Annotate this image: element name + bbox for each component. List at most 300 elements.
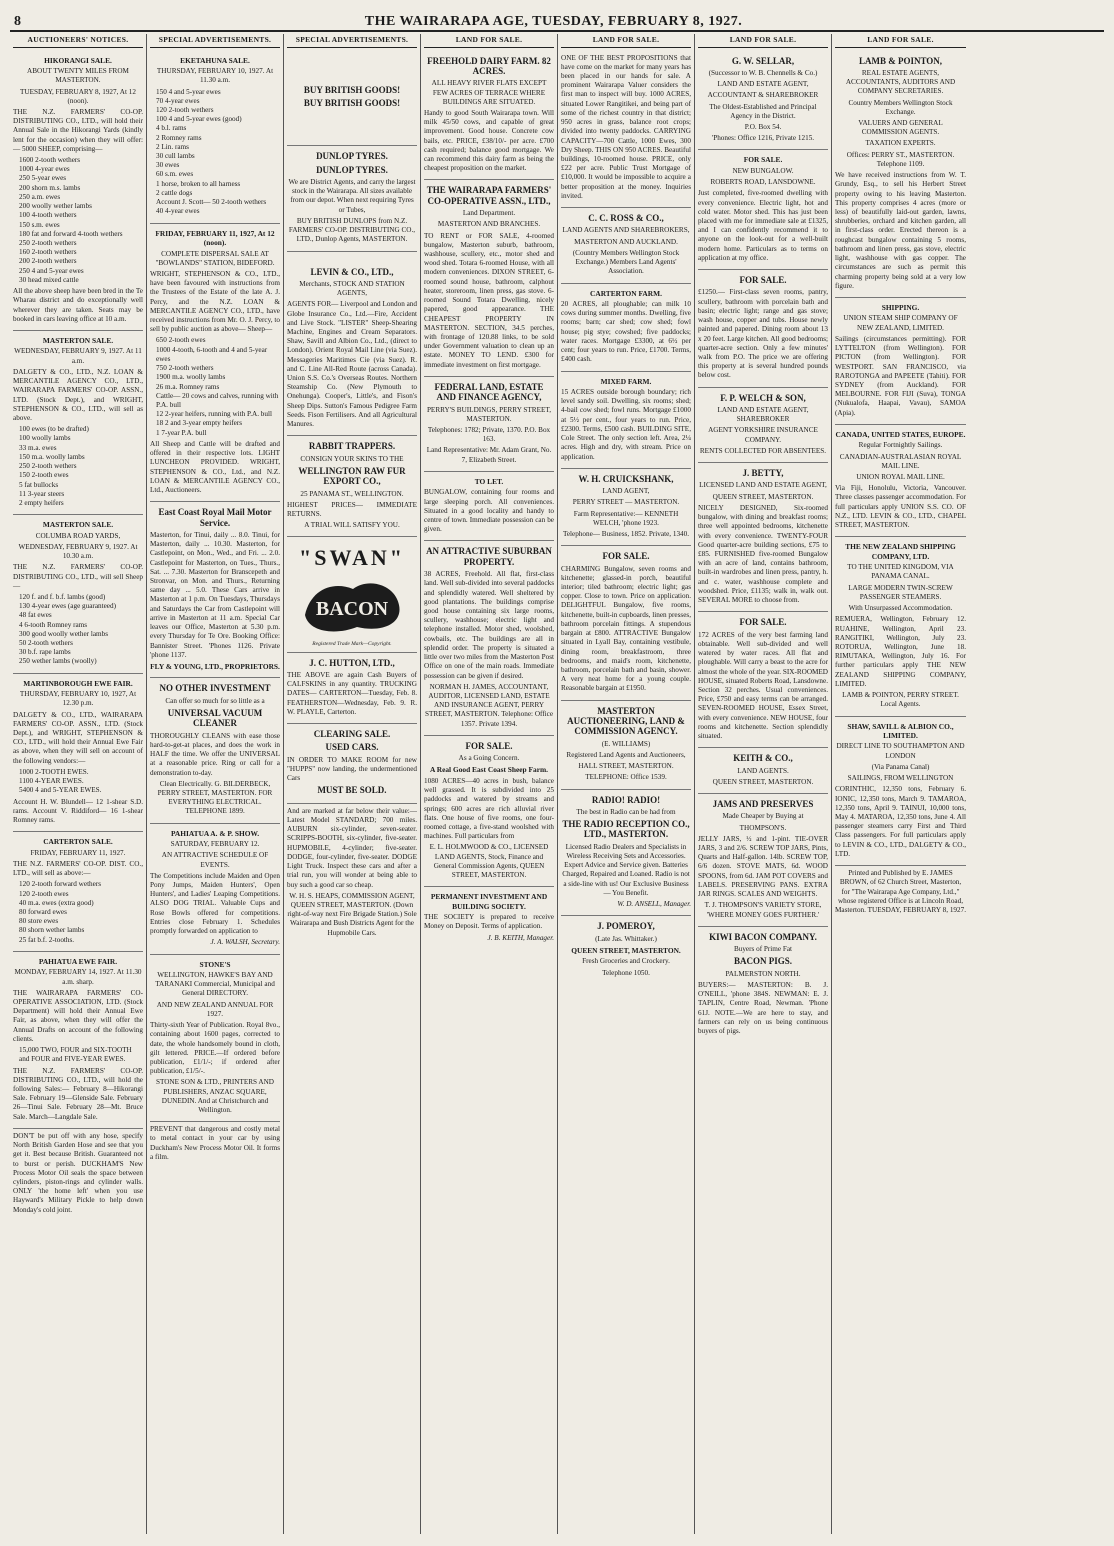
ad-line: TO THE UNITED KINGDOM, VIA PANAMA CANAL. (847, 563, 954, 581)
ad-title: DUNLOP TYRES. (316, 151, 388, 162)
list-item: 30 head mixed cattle (19, 275, 79, 284)
ad-carterton-sale (13, 832, 143, 952)
ad-line: ALL HEAVY RIVER FLATS EXCEPT FEW ACRES OF TERRACE WHERE BUILDINGS ARE SITUATED. (431, 79, 547, 106)
ad-j-betty (698, 463, 828, 612)
bacon-logo-text: BACON (315, 597, 389, 620)
ad-line: (E. WILLIAMS) (601, 739, 651, 748)
ad-title: East Coast Royal Mail Motor Service. (158, 507, 272, 528)
ad-levin-co (287, 252, 417, 437)
column-special-ads-1 (147, 34, 284, 1534)
ad-line: SAILINGS, FROM WELLINGTON (847, 774, 954, 783)
ad-title: BUY BRITISH GOODS! (303, 84, 401, 95)
ad-line: REAL ESTATE AGENTS, ACCOUNTANTS, AUDITORS AND COMPANY SECRETARIES. (845, 68, 956, 96)
ad-body: Masterton, for Tinui, daily ... 8.0. Tinui, for Masterton, daily ... 10.30. Masterton, for Castlepoint, on Mon., Wed., and Fri. ... 2.0. Castlepoint for Masterton, on Tues., Thurs., Sat. ... 7.30. Masterton for Branscepeth and Stronvar, on Mon. and Thurs., Returning same day ... 5.0. These Cars arrive in Masterton at 1 p.m. On Tuesdays, Thursdays and Saturdays the Car from Castlepoint will arrive in Masterton at 11 a.m. Special Car leaves our Office, Masterton at 5.30 p.m. every Thursday for Te Ore. Booking Office: Bannister Street. 'Phones 1126. Private 'phone 1137. (150, 530, 280, 659)
ad-line: UNION ROYAL MAIL LINE. (856, 472, 945, 481)
ad-pahiatua-ewe-fair (13, 952, 143, 1129)
ad-title: EKETAHUNA SALE. (180, 55, 250, 65)
ad-body: DALGETY & CO., LTD., N.Z. LOAN & MERCANTILE AGENCY CO., LTD., WAIRARAPA FARMERS' CO-OP. ASSN., LTD. (Stock Dept.), and WRIGHT, STEPHENSON & CO., LTD., will sell as above. (13, 367, 143, 422)
list-item: 33 m.a. ewes (19, 443, 57, 452)
ad-body: THOROUGHLY CLEANS with ease those hard-to-get-at places, and does the work in HALF the time. We offer the UNIVERSAL at a reasonable price. Ring or call for a demonstration to-day. (150, 731, 280, 777)
ad-title: LEVIN & CO., LTD., (310, 266, 394, 277)
ad-line: RENTS COLLECTED FOR ABSENTEES. (699, 446, 827, 455)
ad-dunlop-tyres (287, 146, 417, 251)
ad-pomeroy (561, 916, 691, 983)
ad-line: LARGE MODERN TWIN-SCREW PASSENGER STEAMERS. (848, 583, 953, 601)
ad-title: C. C. ROSS & CO., (588, 213, 664, 224)
list-item: 12 2-year heifers, running with P.A. bull (156, 410, 272, 419)
masthead (10, 6, 1104, 32)
list-item: 1 horse, broken to all harness (156, 179, 241, 188)
bacon-logo (297, 575, 407, 637)
ad-line: (Via Panama Canal) (871, 762, 930, 771)
ad-title: FOR SALE. (465, 740, 513, 751)
ad-line: CONSIGN YOUR SKINS TO THE (300, 454, 404, 463)
ad-line: The best in Radio can be had from (576, 807, 676, 816)
ad-footer: All the above sheep have been bred in the Te Wharau district and do exceptionally well wherever they are taken. Seats may be booked in cars leaving office at 10 a.m. (13, 287, 143, 323)
ad-line: COMPLETE DISPERSAL SALE AT "BOWLANDS" STATION, BIDEFORD. (155, 249, 275, 267)
ad-line: P.O. Box 54. (744, 123, 782, 132)
ad-line: QUEEN STREET, MASTERTON. (712, 492, 814, 501)
ad-body: We are District Agents, and carry the largest stock in the Wairarapa. All sizes available from our depot. When next requiring Tyres or Tubes, (288, 177, 416, 214)
ad-line: Registered Land Agents and Auctioneers, (566, 750, 686, 759)
ad-title: MASTERTON SALE. (42, 335, 114, 345)
ad-shipping-union (835, 298, 966, 425)
ad-mixed-farm (561, 372, 691, 469)
ad-title: NO OTHER INVESTMENT (159, 683, 271, 694)
ad-title: F. P. WELCH & SON, (720, 392, 806, 403)
list-item: 18 2 and 3-year empty heifers (156, 419, 243, 428)
ad-nz-shipping (835, 537, 966, 716)
list-item: 1900 m.a. woolly lambs (156, 373, 226, 382)
ad-body: 15 ACRES outside borough boundary; rich level sandy soil. Dwelling, six rooms; shed; 4-bail cow shed; fowl runs. Mortgage £1000 at 5½ per cent., four years to run. Price, £2300. Terms, £500 cash. BUILDING SITE, Cole Street. The only section left. Area, 2¼ acres. High and dry, with stream. Price on application. (561, 388, 691, 461)
ad-body: REMUERA, Wellington, February 12. RUAHINE, Wellington, April 23. RANGITIKI, Wellington, July 23. ROTORUA, Wellington, June 18. RIMUTAKA, Wellington, July 16. For further particulars apply THE NEW ZEALAND SHIPPING COMPANY, LIMITED. (835, 615, 966, 688)
ad-line: LAND AND ESTATE AGENT, SHAREBROKER (717, 406, 809, 424)
ad-buy-british (287, 51, 417, 147)
list-item: 70 4-year ewes (156, 96, 200, 105)
ad-footer: LAMB & POINTON, PERRY STREET. Local Agents. (842, 691, 959, 709)
ad-line: AN ATTRACTIVE SCHEDULE OF EVENTS. (161, 851, 269, 869)
ad-title: RABBIT TRAPPERS. (308, 441, 396, 452)
ad-body: And are marked at far below their value:— Latest Model STANDARD; 700 miles. AUBURN six-cylinder, seven-seater. SCRIPPS-BOOTH, six-cylinder, five-seater. HUPMOBILE, 4-cylinder; five-seater. DODGE, four-cylinder, five-seater. DODGE Light Truck. Inspect these cars and after a trial run, you will wonder at being able to buy such a good car so cheap. (287, 806, 417, 889)
ad-title: KIWI BACON COMPANY. (709, 931, 817, 942)
ad-title: KEITH & CO., (733, 753, 793, 764)
column-header: LAND FOR SALE. (561, 34, 691, 48)
ad-line: AND NEW ZEALAND ANNUAL FOR 1927. (156, 1000, 274, 1018)
ad-line: FRIDAY, FEBRUARY 11, 1927. (30, 848, 126, 857)
ad-line: MASTERTON AND AUCKLAND. (574, 237, 678, 246)
ad-title: LAMB & POINTON, (858, 55, 943, 66)
ad-title: PAHIATUA EWE FAIR. (38, 956, 118, 966)
list-item: 25 fat b.f. 2-tooths. (19, 935, 75, 944)
ad-federal-land (424, 377, 554, 472)
ad-footer: W. D. ANSELL, Manager. (617, 900, 691, 909)
newspaper-title: THE WAIRARAPA AGE, TUESDAY, FEBRUARY 8, 1927. (364, 14, 743, 29)
ad-sheep-farm (424, 736, 554, 887)
list-item: 80 shorn wether lambs (19, 926, 85, 935)
ad-fp-welch (698, 388, 828, 463)
ad-suburban-property (424, 541, 554, 735)
ad-shaw-savill (835, 717, 966, 867)
ad-masterton-sale (13, 331, 143, 515)
ad-body: Via Fiji, Honolulu, Victoria, Vancouver. Three classes passenger accommodation. For full particulars apply UNION S.S. CO. OF N.Z., LTD. LEVIN & CO., LTD., CHAPEL STREET, MASTERTON. (835, 484, 966, 530)
page-number: 8 (14, 14, 21, 29)
ad-body: Just completed, five-roomed dwelling with every convenience. Electric light, hot and cold water. Motor shed. This has just been placed with me for immediate sale at £1325, and I can confidently recommend it to anyone on the look-out for a well-built modern home. Particulars as to terms on application at my office. (698, 189, 828, 262)
ad-swan-bacon (287, 537, 417, 652)
ad-title-repeat: DUNLOP TYRES. (316, 164, 388, 175)
list-item: 250 5-year ewes (19, 174, 67, 183)
ad-body: NICELY DESIGNED, Six-roomed bungalow, with dining and breakfast rooms; three well appointed bedrooms, kitchenette with every convenience. TWENTY-FOUR Good quarter-acre building sections, £75 to £85. FURNISHED five-roomed Bungalow with an acre of land, contains bathroom, built-in wardrobes and linen press, pantry, h. and c. water, washhouse complete and woodshed. Price, £1135; walk in, walk out. SEVERAL MORE to choose from. (698, 503, 828, 605)
ad-line: LAND AGENTS AND SHAREBROKERS, (562, 226, 690, 235)
ad-body: 172 ACRES of the very best farming land obtainable. Well sub-divided and well watered by water races. All flat and ploughable. Will carry a beast to the acre for almost the whole of the year. SIX-ROOMED HOUSE, situated Roberts Road, Lansdowne. Section 32 perches. Usual conveniences. Price, £750 and easy terms can be arranged. SEVEN-ROOMED HOUSE, Essex Street, with every convenience. NEW HOUSE, four rooms and kitchenette. Section splendidly situated. (698, 630, 828, 741)
ad-royal-mail-motor (150, 502, 280, 678)
ad-body: TO RENT or FOR SALE, 4-roomed bungalow, Masterton suburb, bathroom, washhouse, scullery, etc., motor shed and wood shed. Totara 6-roomed House, with all modern conveniences. DIXON STREET, 6-roomed sound house, bathroom, calphout heater, storeroom, linen press, gas stove. 6-roomed Sound Totara Dwelling, nicely papered, good appearance. THE CHEAPEST PROPERTY IN MASTERTON. SECTION, 34.5 perches, with frontage of 120.88 links, to be sold under Government valuation to clean up an estate. MONEY TO LEND. £300 for immediate investment on first mortgage. (424, 231, 554, 369)
ad-line: COLUMBA ROAD YARDS, (35, 531, 121, 540)
ad-body: THE N.Z. FARMERS' CO-OP. DIST. CO., LTD., will sell as above:— (13, 859, 143, 878)
list-item: 15,000 TWO, FOUR and SIX-TOOTH and FOUR and FIVE-YEAR EWES. (19, 1046, 132, 1064)
ad-footer: THE N.Z. FARMERS' CO-OP. DISTRIBUTING CO., LTD., will hold the following Sales:— February 8—Hikorangi Sale. February 19—Glenside Sale. February 26—Tinui Sale. February 28—Mt. Bruce Sale. March—Langdale Sale. (13, 1066, 143, 1121)
ad-title: CARTERTON FARM. (590, 288, 662, 298)
ad-line: Can offer so much for so little as a (165, 696, 265, 705)
ad-line: MASTERTON AND BRANCHES. (437, 220, 541, 229)
ad-line: QUEEN STREET, MASTERTON. (571, 945, 681, 955)
ad-line: MONDAY, FEBRUARY 14, 1927. At 11.30 a.m. sharp. (14, 968, 142, 986)
ad-line: LAND AGENT, (602, 487, 650, 496)
list-item: 120 f. and f. b.f. lambs (good) (19, 592, 106, 601)
ad-line: The Oldest-Established and Principal Agency in the District. (709, 102, 817, 120)
ad-line: 'Phones: Office 1216, Private 1215. (711, 134, 815, 143)
ad-line: Country Members Wellington Stock Exchange. (848, 98, 953, 116)
column-land-3 (695, 34, 832, 1534)
ad-title: MASTERTON SALE. (42, 520, 114, 530)
ad-cruickshank (561, 469, 691, 546)
ad-line: WEDNESDAY, FEBRUARY 9, 1927. At 11 a.m. (14, 347, 142, 365)
ad-line: 25 PANAMA ST., WELLINGTON. (300, 489, 404, 498)
ad-line: LAND AND ESTATE AGENT, (717, 80, 809, 89)
ad-body: CHARMING Bungalow, seven rooms and kitchenette; glassed-in porch, beautiful interior; tiled bathroom; electric light; gas copper. Close to town. Price on application. DELIGHTFUL Bungalow, five rooms, kitchenette, built-in cupboards, linen presses, bathroom porcelain fittings. A stupendous bargain at £800. ATTRACTIVE Bungalow situated in Lyall Bay, containing vestibule, dining room, breakfastroom, three bedrooms, and maid's room, kitchenette, bathroom, porcelain bath and basin, shower. A very neat home for a young couple. Reasonable bargain at £1950. (561, 564, 691, 693)
ad-for-sale-172-acres (698, 612, 828, 748)
ad-title: SHAW, SAVILL & ALBION CO., LIMITED. (847, 721, 954, 740)
ad-carterton-farm (561, 284, 691, 372)
ad-line: NEW BUNGALOW. (732, 166, 794, 175)
column-header: LAND FOR SALE. (424, 34, 554, 48)
ad-company: WELLINGTON RAW FUR EXPORT CO., (298, 465, 406, 487)
ad-line: THOMPSON'S. (739, 823, 787, 832)
column-auctioneers (10, 34, 147, 1534)
ad-body: WRIGHT, STEPHENSON & CO., LTD., have been favoured with instructions from the Trustees of the Estate of the late A. J. Percy, and the N.Z. LOAN & MERCANTILE AGENCY CO., LTD., have received instructions from Mr. O. J. Percy, to sell by public auction as above— Sheep— (150, 269, 280, 334)
ad-line: Offices: PERRY ST., MASTERTON. Telephone 1109. (846, 150, 955, 168)
list-item: 1600 2-tooth wethers (19, 156, 81, 165)
ad-body: 38 ACRES, Freehold. All flat, first-class land. Well sub-divided into several paddocks and splendidly watered. Well sheltered by good plantations. The buildings comprise good house containing six large rooms, scullery, washhouse; electric light and telephone installed. Motor shed, woolshed, cowbails, etc. The buildings are all in splendid order. The property is situated a little over two miles from the Masterton Post Office on one of the main roads. Immediate possession can be given if desired. (424, 570, 554, 680)
ad-title: PAHIATUA A. & P. SHOW. (170, 828, 260, 838)
ad-body: HIGHEST PRICES— IMMEDIATE RETURNS. (287, 500, 417, 519)
ad-line: THURSDAY, FEBRUARY 10, 1927, At 12.30 p.m. (19, 690, 137, 708)
list-item: 1000 4-year ewes (19, 165, 70, 174)
list-item: 4 6-tooth Romney rams (19, 620, 88, 629)
ad-building-society (424, 887, 554, 949)
column-land-2 (558, 34, 695, 1534)
ad-subtitle: USED CARS. (325, 742, 379, 753)
list-item: 100 4 and 5-year ewes (good) (156, 115, 242, 124)
ad-body: Sailings (circumstances permitting). FOR LYTTELTON (from Wellington). FOR PICTON (from Wellington). FOR WESTPORT. SAN FRANCISCO, via RAROTONGA and PAPEETE (Tahiti). FOR SYDNEY (from Auckland). FOR MELBOURNE. FOR FIJI (Suva), TONGA (Nukualofa, Haapai, Vavau), SAMOA (Apia). (835, 334, 966, 417)
ad-title: MARTINBOROUGH EWE FAIR. (23, 678, 133, 688)
ad-title: FOR SALE. (602, 551, 650, 562)
columns (10, 34, 1104, 1534)
ad-columba-road-sale (13, 515, 143, 674)
ad-eketahuna-sale (150, 51, 280, 224)
ad-footer: J. B. KEITH, Manager. (487, 933, 554, 942)
column-header: SPECIAL ADVERTISEMENTS. (287, 34, 417, 48)
ad-list (13, 768, 143, 796)
ad-line: HALL STREET, MASTERTON. (578, 762, 674, 771)
ad-body: THE SOCIETY is prepared to receive Money on Deposit. Terms of application. (424, 913, 554, 931)
ad-body: THE N.Z. FARMERS' CO-OP. DISTRIBUTING CO., LTD., will hold their Annual Sale in the Hikorangi Yards (kindly lent for the occasion) when they will offer:— 5000 SHEEP, comprising— (13, 107, 143, 153)
ad-body: Handy to good South Wairarapa town. Will milk 45/50 cows, and capable of great improvement. Good house. Concrete cow bails, etc. PRICE, £38/10/- per acre. £700 cash required; balance good mortgage. We can recommend this dairy farm as being the cheapest proposition on the market. (424, 108, 554, 173)
ad-line: WEDNESDAY, FEBRUARY 9, 1927. At 10.30 a.m. (18, 542, 138, 561)
list-item: Cattle— 20 cows and calves, running with P.A. bull (156, 391, 279, 409)
ad-body: CORINTHIC, 12,350 tons, February 6. IONIC, 12,350 tons, March 9. TAMAROA, 12,350 tons, April 9. TAINUI, 10,000 tons, May 4. MATAROA, 12,350 tons, June 4. All passenger steamers carry First and Third Class passengers. For full particulars apply to LEVIN & CO., LTD., DALGETY & CO., LTD. (835, 785, 966, 858)
ad-line: ABOUT TWENTY MILES FROM MASTERTON. (27, 67, 129, 85)
ad-list (150, 336, 280, 437)
list-item: 120 2-tooth forward wethers (19, 880, 102, 889)
ad-body: £1250.— First-class seven rooms, pantry, scullery, bathroom with porcelain bath and basin; electric light; range and gas stove; wash house, copper and tubs. House newly painted and papered. Dining room about 13 x 20 feet. Large kitchen. All good bedrooms; quarter-acre section. Only a few minutes' walk from P.O. The price we are offering this property at is several hundred pounds below cost. (698, 288, 828, 380)
ad-freehold-dairy-farm (424, 51, 554, 181)
list-item: 60 s.m. ewes (156, 170, 194, 179)
ad-title: FOR SALE. (739, 275, 787, 286)
ad-line: Telephone 1050. (602, 968, 650, 977)
printer-imprint: Printed and Published by E. JAMES BROWN, of 62 Church Street, Masterton, for "The Wairarapa Age Company, Ltd.," whose registered Office is at Lincoln Road, Masterton. TUESDAY, FEBRUARY 8, 1927. (835, 869, 966, 914)
ad-keith-co (698, 748, 828, 794)
list-item: 2 Lin. rams (156, 142, 189, 151)
ad-body: Thirty-sixth Year of Publication. Royal 8vo., containing about 1600 pages, corrected to date, the whole handsomely bound in cloth, gilt lettered. PRICE.—If ordered before publication, £1/1/-; if ordered after publication, £1/5/-. (150, 1021, 280, 1076)
ad-line: ACCOUNTANT & SHAREBROKER (707, 91, 819, 100)
ad-body: BUNGALOW, containing four rooms and large sleeping porch. All conveniences. Situated in a good locality and handy to centre of town. Immediate possession can be given. (424, 488, 554, 534)
list-item: 40 m.a. ewes (extra good) (19, 898, 94, 907)
trade-mark-caption: Registered Trade Mark—Copyright. (312, 640, 392, 647)
ad-bowlands-dispersal-sale (150, 224, 280, 503)
ad-title: FEDERAL LAND, ESTATE AND FINANCE AGENCY, (434, 381, 544, 403)
ad-line: Made Cheaper by Buying at (722, 812, 804, 821)
column-header: LAND FOR SALE. (835, 34, 966, 48)
ad-footer: MUST BE SOLD. (317, 785, 387, 796)
ad-title: FOR SALE. (743, 155, 783, 165)
list-item: 160 2-tooth wethers (19, 248, 77, 257)
ad-best-propositions (561, 51, 691, 209)
ad-line: WELLINGTON, HAWKE'S BAY AND TARANAKI Commercial, Municipal and General DIRECTORY. (155, 970, 275, 998)
ad-body: We have received instructions from W. T. Grundy, Esq., to sell his Herbert Street property owing to his leaving Masterton. This property comprises 4 acres (more or less) of beautifully laid-out garden, lawns, shrubberies, orchard and kitchen garden, all in first-class order. Erected thereon is a roughcast bungalow containing 5 rooms, bathroom and linen press, gas stove, electric light, washhouse with gas copper. The circumstances are such as permit this charming property being sold at a very low figure. (835, 171, 966, 290)
ad-line: Land Department. (462, 209, 516, 218)
ad-list (13, 880, 143, 945)
ad-company: THE RADIO RECEPTION CO., LTD., MASTERTON. (562, 819, 690, 840)
ad-list (13, 593, 143, 667)
ad-title: CARTERTON SALE. (43, 837, 113, 847)
ad-lamb-pointon (835, 51, 966, 298)
ad-line: Telephones: 1782; Private, 1370. P.O. Box 163. (427, 426, 551, 444)
list-item: 40 4-year ewes (156, 207, 200, 216)
ad-line: Fresh Groceries and Crockery. (582, 957, 670, 966)
ad-footer: FLY & YOUNG, LTD., PROPRIETORS. (150, 661, 280, 671)
ad-title: SHIPPING. (881, 302, 920, 312)
ad-title: RADIO! RADIO! (591, 794, 661, 805)
ad-misc-notices (13, 1129, 143, 1221)
ad-title: G. W. SELLAR, (731, 55, 795, 66)
ad-line: TAXATION EXPERTS. (865, 139, 936, 148)
ad-used-cars-list (287, 804, 417, 944)
list-item: 650 2-tooth ewes (156, 336, 206, 345)
list-item: 120 2-tooth ewes (19, 889, 69, 898)
list-item: 150 m.a. woolly lambs (19, 452, 85, 461)
ad-clearing-sale (287, 724, 417, 804)
ad-body: (Country Members Wellington Stock Exchange.) Members Land Agents' Association. (572, 248, 680, 276)
ad-body: ONE OF THE BEST PROPOSITIONS that have come on the market for many years has been placed in our hands for sale. A prominent Wairarapa Valuer considers the first man to inspect will buy. 1000 ACRES, situated Lower Rangitikei, and being part of some of the richest country in that district; 950 acres in grass, balance root crops; divided into twenty paddocks. CARRYING CAPACITY—700 Cattle, 1000 Ewes, 300 Dry Sheep. THIS ON 950 ACRES. Beautiful buildings, 10-roomed house. PRICE, only £22 per acre. Public Trust Mortgage of £10,000. It would be impossible to acquire a better proposition at the money. Inquiries invited. (561, 53, 691, 200)
ad-line: LICENSED LAND AND ESTATE AGENT, (699, 481, 827, 490)
list-item: 750 2-tooth wethers (156, 364, 214, 373)
ad-body: PREVENT that dangerous and costly metal to metal contact in your car by using Duckham's New Process Motor Oil. It forms a film. (150, 1125, 280, 1161)
list-item: 100 4-tooth wethers (19, 211, 77, 220)
ad-title: FRIDAY, FEBRUARY 11, 1927, At 12 (noon). (155, 228, 275, 248)
list-item: 2 Romney rams (156, 133, 202, 142)
ad-canada-europe (835, 425, 966, 537)
list-item: 80 forward ewes (19, 908, 67, 916)
ad-footer: STONE SON & LTD., PRINTERS AND PUBLISHERS, ANZAC SQUARE, DUNEDIN. And at Christchurch and Wellington. (155, 1078, 274, 1115)
ad-martinborough-ewe-fair (13, 674, 143, 833)
ad-sellar (698, 51, 828, 151)
list-item: 180 fat and forward 4-tooth wethers (19, 229, 123, 238)
list-item: 250 a.m. ewes (19, 192, 61, 201)
list-item: 200 shorn m.s. lambs (19, 183, 81, 192)
list-item: Account J. Scott— 50 2-tooth wethers (156, 198, 267, 207)
column-header: LAND FOR SALE. (698, 34, 828, 48)
ad-body: THE ABOVE are again Cash Buyers of CALFSKINS in any quantity. TRUCKING DATES— CARTERTON—Tuesday, Feb. 8. FEATHERSTON—Wednesday, Feb. 9. R. W. PLAYLE, Carterton. (287, 671, 417, 716)
ad-stones-directory (150, 955, 280, 1123)
ad-title: PERMANENT INVESTMENT AND BUILDING SOCIETY. (430, 892, 548, 911)
ad-list (150, 88, 280, 217)
ad-title: CLEARING SALE. (313, 729, 391, 740)
ad-line: Merchants, STOCK AND STATION AGENTS, (299, 279, 405, 298)
ad-line: As a Going Concern. (458, 754, 520, 763)
ad-motor-oil (150, 1122, 280, 1168)
ad-to-let (424, 472, 554, 542)
ad-line: (Successor to W. B. Chennells & Co.) (708, 68, 818, 77)
ad-title: FREEHOLD DAIRY FARM. 82 ACRES. (427, 55, 551, 76)
ad-kiwi-bacon (698, 927, 828, 1042)
ad-hutton (287, 653, 417, 724)
ad-line: PALMERSTON NORTH. (725, 969, 801, 978)
ad-for-sale-1250 (698, 270, 828, 388)
list-item: 250 wether lambs (woolly) (19, 657, 97, 666)
ad-title: HIKORANGI SALE. (44, 55, 112, 65)
list-item: 150 2-tooth ewes (19, 471, 69, 480)
ad-cc-ross (561, 208, 691, 283)
ad-body: 1080 ACRES—40 acres in bush, balance well grassed. It is subdivided into 25 paddocks and watered by streams and springs; 600 acres are rich alluvial river flats. One house of five rooms, one four-roomed cottage, a five-stand woolshed with machines. Full particulars from (424, 776, 554, 841)
ad-body: 20 ACRES, all ploughable; can milk 10 cows during summer months. Dwelling, five rooms; barn; car shed; cow shed; fowl house; pig stye; cowshed; five paddocks; water races. Mortgage £3300, at 6½ per cent; four years to run. Price, £1700. Terms, £400 cash. (561, 300, 691, 364)
ad-footer: Account H. W. Blundell— 12 1-shear S.D. rams. Account V. Riddiford— 16 1-shear Romney rams. (13, 797, 143, 824)
ad-footer: E. L. HOLMWOOD & CO., LICENSED LAND AGENTS, Stock, Finance and General Commission Agents, QUEEN STREET, MASTERTON. (429, 843, 549, 880)
ad-footer: BUY BRITISH DUNLOPS from N.Z. FARMERS' CO-OP. DISTRIBUTING CO., LTD., Dunlop Agents, MASTERTON. (288, 216, 416, 244)
ad-subtitle: BACON PIGS. (733, 956, 792, 967)
ad-title: J. C. HUTTON, LTD., (309, 657, 395, 668)
ad-footer: J. A. WALSH, Secretary. (210, 938, 280, 947)
ad-subtitle: UNIVERSAL VACUUM CLEANER (167, 707, 263, 729)
ad-footer: Clean Electrically. G. BILDERBECK, PERRY STREET, MASTERTON. FOR EVERYTHING ELECTRICAL. TELEPHONE 1899. (157, 779, 273, 816)
ad-line: CANADIAN-AUSTRALASIAN ROYAL MAIL LINE. (839, 452, 962, 470)
ad-body: Licensed Radio Dealers and Specialists in Wireless Receiving Sets and Accessories. Expert Advice and Service given. Batteries Charged, Repaired and Loaned. Radio is not a side-line with us! Our Exclusive Business— You Benefit. (562, 842, 690, 897)
list-item: 250 2-tooth wethers (19, 239, 77, 247)
list-item: 1 7-year P.A. bull (156, 428, 207, 437)
ad-line: LAND AGENTS. (737, 766, 789, 775)
list-item: 5 fat bullocks (19, 480, 59, 489)
list-item: 1000 4-tooth, 6-tooth and 4 and 5-year ewes (156, 345, 268, 363)
ad-body: IN ORDER TO MAKE ROOM for new "HUPPS" now landing, the undermentioned Cars (287, 755, 417, 783)
ad-jams-preserves (698, 794, 828, 927)
ad-footer: T. J. THOMPSON'S VARIETY STORE, 'WHERE MONEY GOES FURTHER.' (704, 901, 822, 919)
ad-line: DIRECT LINE TO SOUTHAMPTON AND LONDON (836, 742, 965, 760)
list-item: 150 s.m. ewes (19, 220, 60, 229)
ad-line: QUEEN STREET, MASTERTON. (712, 777, 814, 786)
ad-wairarapa-farmers (424, 180, 554, 376)
ad-line: PERRY STREET — MASTERTON. (572, 498, 680, 507)
ad-line: (Late Jas. Whittaker.) (595, 934, 657, 943)
ad-radio-reception (561, 790, 691, 917)
ad-title: J. POMEROY, (597, 921, 655, 932)
ad-body: DON'T be put off with any hose, specify North British Garden Hose and see that you get it. Best because British. Guaranteed not to burst or perish. DUCKHAM'S New Process Motor Oil seals the space between cylinders, piston-rings and cylinder walls. ONLY 'the home left' when you use Hayward's Military Pickle to help down Monday's cold joint. (13, 1131, 143, 1214)
ad-title: W. H. CRUICKSHANK, (578, 473, 674, 484)
ad-title: FOR SALE. (739, 617, 787, 628)
ad-line: Buyers of Prime Fat (733, 945, 793, 954)
ad-body: THE N.Z. FARMERS' CO-OP. DISTRIBUTING CO., LTD., will sell Sheep— (13, 563, 143, 590)
list-item: 80 store ewes (19, 917, 59, 926)
ad-title: JAMS AND PRESERVES (712, 799, 814, 810)
ad-list (13, 1046, 143, 1064)
swan-brand: "SWAN" (299, 545, 405, 571)
column-land-shipping (832, 34, 969, 1534)
ad-title: MASTERTON AUCTIONEERING, LAND & COMMISSION AGENCY. (567, 705, 685, 737)
ad-line: UNION STEAM SHIP COMPANY OF NEW ZEALAND, LIMITED. (843, 314, 958, 332)
ad-line: VALUERS AND GENERAL COMMISSION AGENTS. (858, 119, 943, 137)
ad-rabbit-trappers (287, 436, 417, 537)
list-item: 1000 2-TOOTH EWES. (19, 767, 89, 776)
ad-body: BUYERS:— MASTERTON: B. J. O'NEILL, 'phone 384S. NEWMAN: E. J. TAPLIN, Centre Road, Newman. 'Phone 61J. NOTE.—We are here to stay, and farmers can rely on us being continuous buyers of pigs. (698, 980, 828, 1035)
ad-line: SATURDAY, FEBRUARY 12. (170, 840, 260, 849)
ad-body: DALGETY & CO., LTD., WAIRARAPA FARMERS' CO-OP. ASSN., LTD. (Stock Dept.), and WRIGHT, STEPHENSON & CO., LTD., will hold their Annual Ewe Fair as above, when they will sell on account of the following vendors:— (13, 710, 143, 765)
list-item: 120 2-tooth wethers (156, 105, 214, 114)
ad-title: CANADA, UNITED STATES, EUROPE. (835, 429, 966, 439)
list-item: 150 4 and 5-year ewes (156, 87, 221, 96)
ad-masterton-auctioneering (561, 701, 691, 790)
ad-title: STONE'S (199, 959, 231, 969)
list-item: 2 empty heifers (19, 498, 64, 507)
list-item: 100 ewes (to be drafted) (19, 425, 89, 434)
ad-line: TELEPHONE: Office 1539. (585, 773, 667, 782)
list-item: 250 4 and 5-year ewes (19, 266, 84, 275)
ad-body: Land Representative: Mr. Adam Grant, No. 7, Elizabeth Street. (426, 446, 552, 464)
ad-footer: NORMAN H. JAMES, ACCOUNTANT, AUDITOR, LICENSED LAND, ESTATE AND INSURANCE AGENT, PERRY STREET, MASTERTON. Telephone: Office 1357. Private 1394. (424, 682, 554, 728)
ad-vacuum-cleaner (150, 678, 280, 823)
list-item: 4 b.l. rams (156, 124, 187, 133)
ad-title: THE WAIRARAPA FARMERS' CO-OPERATIVE ASSN., LTD., (426, 185, 552, 206)
ad-title: TO LET. (474, 476, 504, 486)
ad-line: PERRY'S BUILDINGS, PERRY STREET, MASTERTON. (426, 405, 552, 423)
list-item: 1100 4-YEAR EWES. (19, 777, 84, 786)
ad-body: AGENTS FOR— Liverpool and London and Globe Insurance Co., Ltd.—Fire, Accident and Live Stock. "LISTER" Sheep-Shearing Machine, Engines and Cream Separators. Shaw, Savill and Albion Co., Ltd., (direct to London). Orient Royal Mail Line (via Suez). Messageries Maritimes Cie (via Suez). R. and C. Line All-Red Route (across Canada). Union S.S. Co.'s Overseas Routes. Northern Steamship Co. (New Plymouth to Onehunga). Cooper's, Little's, and Fison's Sheep Dips. Sutton's Famous Pedigree Farm Seeds. Fison Fertilisers. And all Agricultural Manures. (287, 300, 417, 429)
list-item: 200 woolly wether lambs (19, 202, 92, 211)
ad-subtitle: A Real Good East Coast Sheep Farm. (429, 765, 549, 775)
ad-line: Farm Representative:— KENNETH WELCH, 'phone 1923. (573, 509, 679, 527)
list-item: 50 2-tooth wethers (19, 639, 73, 648)
ad-line: Regular Fortnightly Sailings. (858, 441, 943, 450)
list-item: 30 b.f. rape lambs (19, 648, 71, 657)
list-item: 130 4-year ewes (age guaranteed) (19, 602, 116, 611)
column-header: SPECIAL ADVERTISEMENTS. (150, 34, 280, 48)
